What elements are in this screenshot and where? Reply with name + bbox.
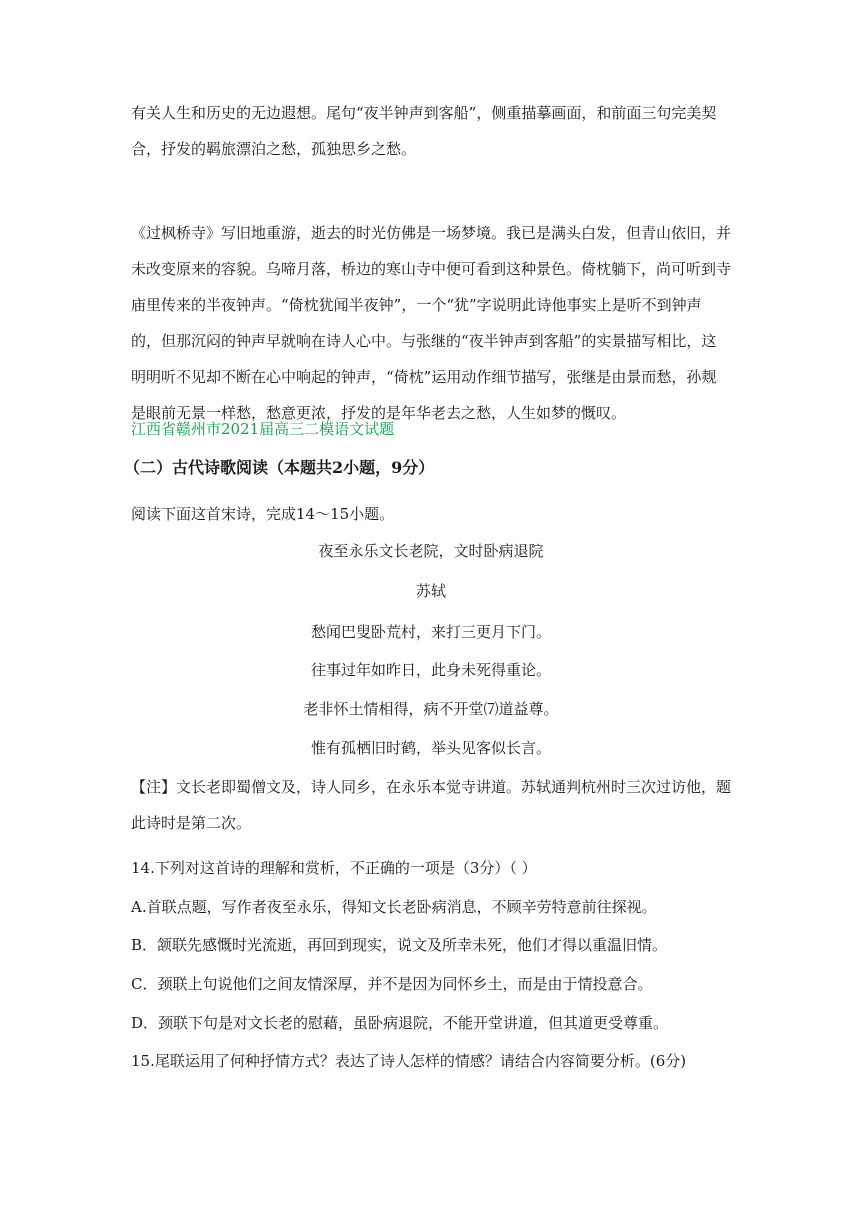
section-heading: （二）古代诗歌阅读（本题共2小题，9分） bbox=[124, 458, 435, 477]
question-14-option-d: D．颈联下句是对文长老的慰藉，虽卧病退院，不能开堂讲道，但其道更受尊重。 bbox=[131, 1014, 669, 1032]
question-14-stem: 14.下列对这首诗的理解和赏析，不正确的一项是（3分）（ ） bbox=[131, 859, 537, 877]
poem-line: 愁闻巴叟卧荒村，来打三更月下门。 bbox=[310, 623, 551, 641]
reading-instruction: 阅读下面这首宋诗，完成14～15小题。 bbox=[131, 505, 395, 523]
question-14-option-b: B．颔联先感慨时光流逝，再回到现实，说文及所幸未死，他们才得以重温旧情。 bbox=[131, 936, 668, 954]
source-title-link[interactable]: 江西省赣州市2021届高三二模语文试题 bbox=[131, 420, 395, 438]
poem-line: 老非怀土情相得，病不开堂⑺道益尊。 bbox=[303, 700, 559, 718]
poem-line: 往事过年如昨日，此身未死得重论。 bbox=[310, 661, 551, 679]
paragraph-analysis-end: 有关人生和历史的无边遐想。尾句“夜半钟声到客船”，侧重描摹画面，和前面三句完美契合，抒发的羁旅漂泊之愁，孤独思乡之愁。 bbox=[131, 104, 717, 158]
poem-title: 夜至永乐文长老院，文时卧病退院 bbox=[318, 542, 544, 560]
question-14-option-a: A.首联点题，写作者夜至永乐，得知文长老卧病消息，不顾辛劳特意前往探视。 bbox=[131, 898, 657, 916]
poem-line: 惟有孤栖旧时鹤，举头见客似长言。 bbox=[310, 739, 551, 757]
poem-author: 苏轼 bbox=[415, 582, 446, 600]
poem-note: 【注】文长老即蜀僧文及，诗人同乡，在永乐本觉寺讲道。苏轼通判杭州时三次过访他，题此诗时是第二次。 bbox=[131, 778, 732, 832]
paragraph-guo-feng-qiao-si: 《过枫桥寺》写旧地重游，逝去的时光仿佛是一场梦境。我已是满头白发，但青山依旧，并未改变原来的容貌。乌啼月落，桥边的寒山寺中便可看到这种景色。倚枕躺下，尚可听到寺庙里传来的半夜钟声。“倚枕犹闻半夜钟”，一个“犹”字说明此诗他事实上是听不到钟声的，但那沉闷的钟声早就响在诗人心中。与张继的“夜半钟声到客船”的实景描写相比，这明明听不见却不断在心中响起的钟声，“倚枕”运用动作细节描写，张继是由景而愁，孙觌是眼前无景一样愁，愁意更浓，抒发的是年华老去之愁，人生如梦的慨叹。 bbox=[131, 224, 732, 422]
question-14-option-c: C．颈联上句说他们之间友情深厚，并不是因为同怀乡土，而是由于情投意合。 bbox=[131, 975, 653, 993]
question-15-stem: 15.尾联运用了何种抒情方式？表达了诗人怎样的情感？请结合内容简要分析。(6分) bbox=[131, 1052, 687, 1070]
